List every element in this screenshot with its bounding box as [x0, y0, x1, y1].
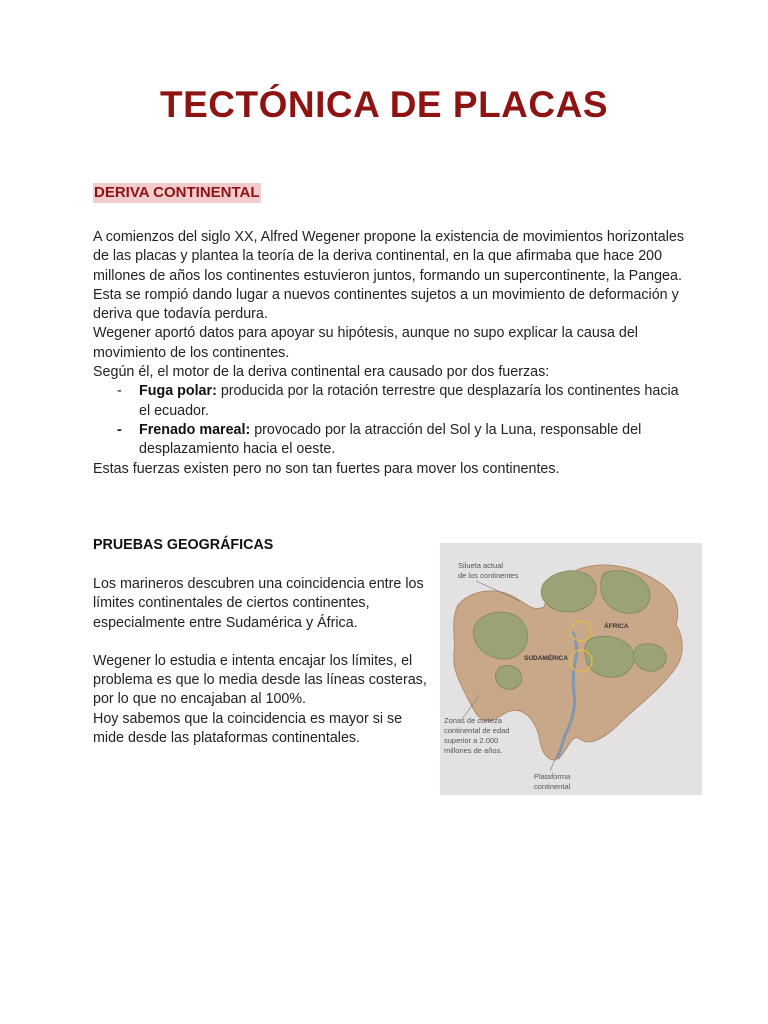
- section-heading-deriva-continental: DERIVA CONTINENTAL: [94, 184, 260, 201]
- label-silhouette: Silueta actual: [458, 561, 504, 570]
- old-crust-zone: [541, 571, 596, 612]
- section-pruebas-body: [93, 575, 433, 748]
- paragraph: A comienzos del siglo XX, Alfred Wegener propone la existencia de movimientos horizontales de las placas y plantea la teoría de la deriva continental, en la que afirmaba que hace 200 millones de años los continentes estuvieron juntos, formando un supercontinente, la Pangea. Esta se rompió dando lugar a nuevos continentes sujetos a un movimiento de deformación y deriva que todavía perdura.: [93, 229, 684, 323]
- section-deriva-continental-body: [93, 228, 693, 479]
- label-silhouette: de los continentes: [458, 571, 519, 580]
- section-heading-pruebas-geograficas: PRUEBAS GEOGRÁFICAS: [93, 537, 274, 553]
- bullet-dash: -: [117, 421, 122, 438]
- paragraph: Wegener aportó datos para apoyar su hipótesis, aunque no supo explicar la causa del movimiento de los continentes.: [93, 325, 638, 361]
- label-old-crust: millones de años.: [444, 746, 503, 755]
- old-crust-zone: [495, 665, 522, 689]
- label-old-crust: continental de edad: [444, 726, 510, 735]
- bullet-dash: -: [117, 383, 122, 400]
- label-shelf: Plataforma: [534, 772, 571, 781]
- bullet-text: producida por la rotación terrestre que desplazaría los continentes hacia el ecuador.: [139, 383, 679, 419]
- paragraph: Los marineros descubren una coincidencia entre los límites continentales de ciertos continentes, especialmente entre Sudamérica y África.: [93, 576, 424, 631]
- bullet-text: provocado por la atracción del Sol y la Luna, responsable del desplazamiento hacia el oeste.: [139, 421, 642, 458]
- paragraph: Según él, el motor de la deriva continental era causado por dos fuerzas:: [93, 364, 550, 381]
- document-title: TECTÓNICA DE PLACAS: [159, 84, 609, 125]
- label-sudamerica: SUDAMÉRICA: [524, 655, 569, 662]
- list-item-frenado-mareal: [93, 421, 693, 460]
- label-shelf: continental: [534, 782, 571, 791]
- bullet-term: Fuga polar:: [139, 383, 217, 400]
- bullet-term: Frenado mareal:: [139, 421, 251, 438]
- label-africa: ÁFRICA: [604, 623, 629, 630]
- label-old-crust: Zonas de corteza: [444, 716, 502, 725]
- paragraph: Wegener lo estudia e intenta encajar los límites, el problema es que lo media desde las líneas costeras, por lo que no encajaban al 100%.: [93, 652, 427, 708]
- forces-list: [93, 382, 693, 459]
- list-item-fuga-polar: [93, 382, 693, 421]
- map-illustration: [440, 543, 702, 795]
- pangea-fit-map: [440, 543, 702, 795]
- paragraph: Hoy sabemos que la coincidencia es mayor si se mide desde las plataformas continentales.: [93, 710, 403, 747]
- label-old-crust: superior a 2.000: [444, 736, 499, 745]
- paragraph: Estas fuerzas existen pero no son tan fuertes para mover los continentes.: [93, 460, 560, 477]
